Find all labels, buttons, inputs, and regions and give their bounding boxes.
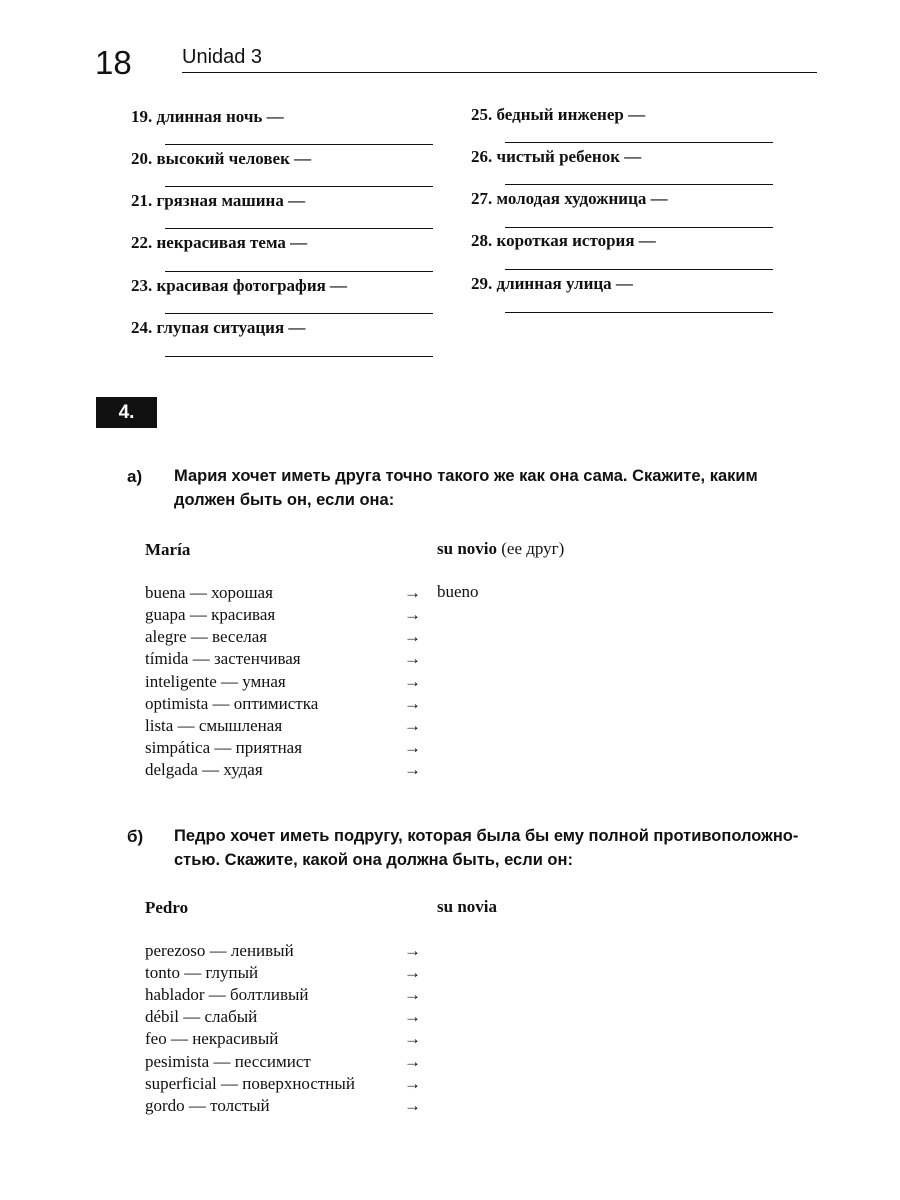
pair-item: hablador — болтливый (145, 985, 309, 1004)
phrase-item: 26. чистый ребенок — (471, 147, 642, 166)
column-header-su-novia: su novia (437, 897, 497, 916)
task-a-instructions: Мария хочет иметь друга точно такого же как она сама. Скажите, каким должен быть он, если она: (174, 467, 758, 509)
phrase-item: 28. короткая история — (471, 231, 656, 250)
pair-item: pesimista — пессимист (145, 1052, 311, 1071)
column-header-maria: María (145, 540, 191, 559)
arrow-icon: → (404, 1029, 421, 1048)
phrase-item: 22. некрасивая тема — (131, 233, 308, 252)
pair-item: alegre — веселая (145, 627, 268, 646)
answer-line[interactable] (505, 142, 773, 143)
arrow-icon: → (404, 694, 421, 713)
phrase-item: 25. бедный инженер — (471, 105, 646, 124)
phrase-item: 21. грязная машина — (131, 191, 306, 210)
arrow-icon: → (404, 760, 421, 779)
arrow-icon: → (404, 1096, 421, 1115)
page-header (95, 42, 817, 82)
answer-example: bueno (437, 582, 479, 601)
phrase-item: 19. длинная ночь — (131, 107, 284, 126)
arrow-icon: → (404, 941, 421, 960)
arrow-icon: → (404, 627, 421, 646)
pair-item: feo — некрасивый (145, 1029, 279, 1048)
pair-item: lista — смышленая (145, 716, 283, 735)
page-number: 18 (95, 44, 132, 81)
unit-title: Unidad 3 (182, 46, 263, 68)
arrow-icon: → (404, 583, 421, 602)
arrow-icon: → (404, 738, 421, 757)
pair-item: delgada — худая (145, 760, 263, 779)
task-b-letter: б) (127, 827, 144, 846)
phrase-item: 20. высокий человек — (131, 149, 312, 168)
pair-item: optimista — оптимистка (145, 694, 319, 713)
answer-line[interactable] (505, 227, 773, 228)
header-rule (182, 72, 817, 73)
task-b-instructions: Педро хочет иметь подругу, которая была бы ему полной противоположно- стью. Скажите, какой она должна быть, если он: (174, 827, 799, 869)
arrow-icon: → (404, 716, 421, 735)
phrase-item: 27. молодая художница — (471, 189, 668, 208)
pair-item: buena — хорошая (145, 583, 273, 602)
pair-item: tonto — глупый (145, 963, 259, 982)
pair-item: gordo — толстый (145, 1096, 270, 1115)
exercise-number-badge: 4. (96, 397, 157, 428)
answer-line[interactable] (165, 228, 433, 229)
pair-item: guapa — красивая (145, 605, 276, 624)
pair-item: débil — слабый (145, 1007, 258, 1026)
answer-line[interactable] (165, 271, 433, 272)
pair-item: perezoso — ленивый (145, 941, 294, 960)
column-header-pedro: Pedro (145, 898, 189, 917)
answer-line[interactable] (165, 356, 433, 357)
answer-line[interactable] (505, 312, 773, 313)
column-header-su-novio: su novio (ее друг) (437, 539, 565, 558)
answer-line[interactable] (505, 184, 773, 185)
phrase-item: 23. красивая фотография — (131, 276, 348, 295)
answer-line[interactable] (165, 144, 433, 145)
answer-line[interactable] (165, 313, 433, 314)
arrow-icon: → (404, 1074, 421, 1093)
answer-line[interactable] (165, 186, 433, 187)
pair-item: superficial — поверхностный (145, 1074, 355, 1093)
arrow-icon: → (404, 1052, 421, 1071)
pair-item: tímida — застенчивая (145, 649, 301, 668)
arrow-icon: → (404, 672, 421, 691)
pair-item: simpática — приятная (145, 738, 303, 757)
arrow-icon: → (404, 605, 421, 624)
arrow-icon: → (404, 649, 421, 668)
answer-line[interactable] (505, 269, 773, 270)
task-a-letter: а) (127, 467, 143, 486)
arrow-icon: → (404, 963, 421, 982)
arrow-icon: → (404, 1007, 421, 1026)
phrase-item: 29. длинная улица — (471, 274, 633, 293)
pair-item: inteligente — умная (145, 672, 286, 691)
arrow-icon: → (404, 985, 421, 1004)
phrase-item: 24. глупая ситуация — (131, 318, 306, 337)
